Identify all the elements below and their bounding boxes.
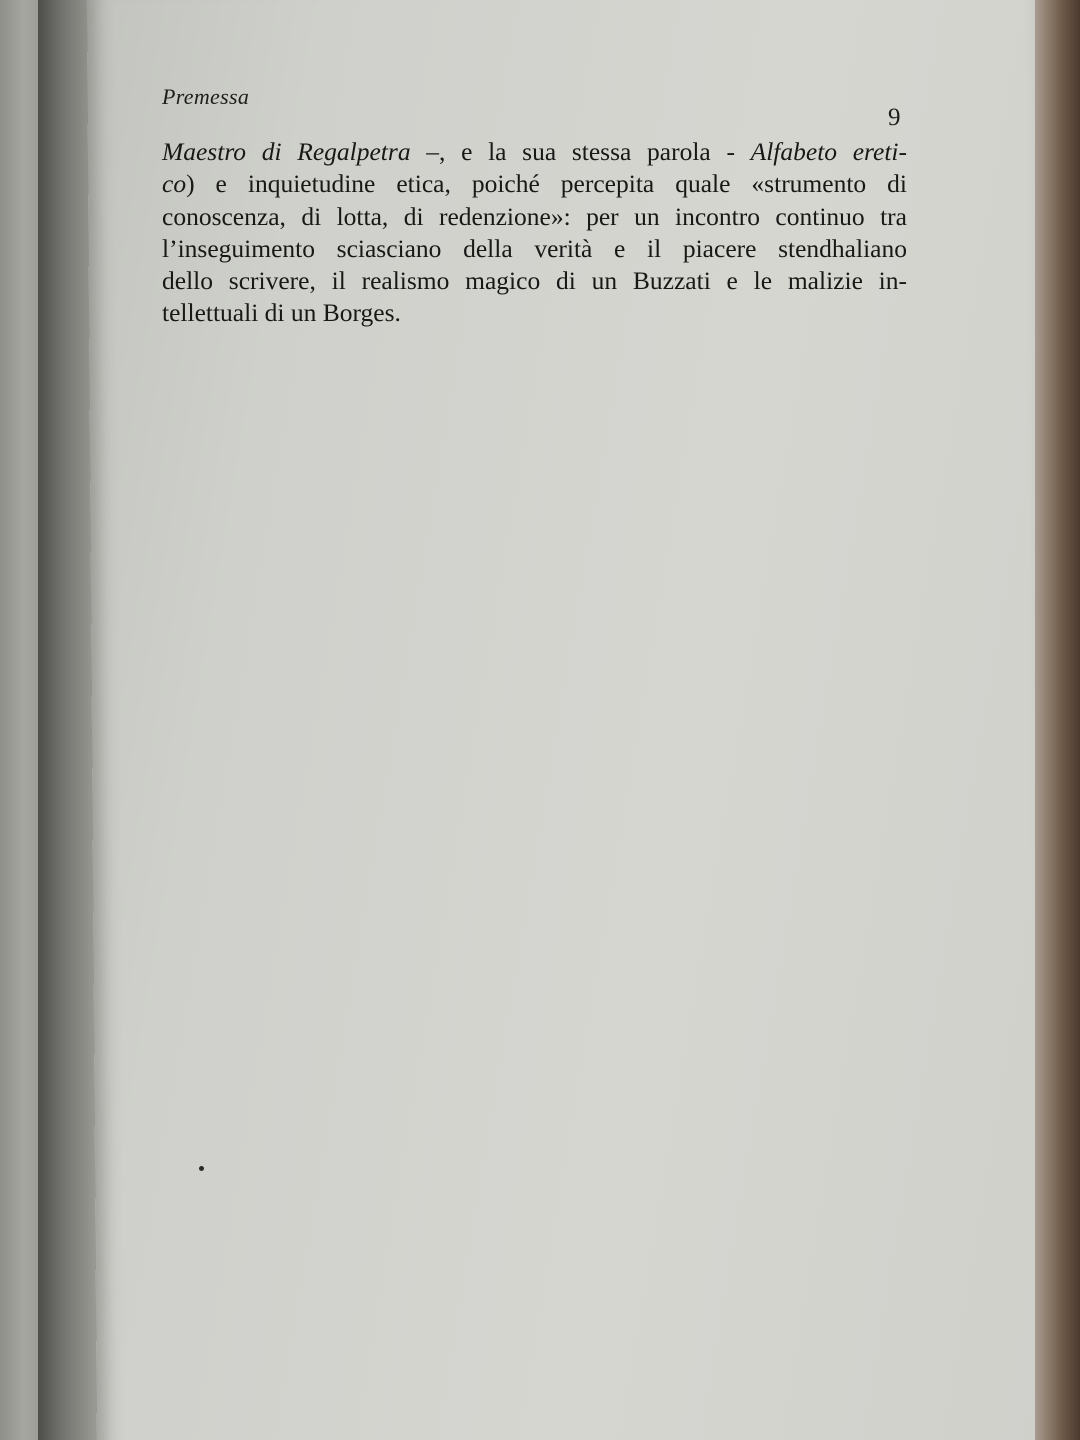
ink-speck	[199, 1166, 204, 1171]
text-line-2	[162, 168, 907, 200]
page-right-edge	[1035, 0, 1080, 1440]
body-paragraph	[162, 136, 907, 330]
italic-title: Alfabeto ereti-	[750, 137, 907, 166]
running-head: Premessa	[162, 84, 250, 109]
left-page-edge	[0, 0, 40, 1440]
italic-title: Maestro di Regalpetra	[162, 137, 411, 166]
text-line-4: l’inseguimento sciasciano della verità e il piacere stendhaliano	[162, 233, 907, 263]
page-number: 9	[888, 104, 901, 131]
italic-title: co	[162, 169, 187, 199]
text-run: –, e la sua stessa parola -	[410, 137, 751, 166]
text-run: ) e inquietudine etica, poiché percepita quale «strumento di	[186, 169, 907, 199]
text-line-6: tellettuali di un Borges.	[162, 298, 401, 328]
text-line-1	[162, 136, 907, 168]
text-line-3: conoscenza, di lotta, di redenzione»: per un incontro continuo tra	[162, 201, 907, 231]
text-line-5: dello scrivere, il realismo magico di un Buzzati e le malizie in-	[162, 266, 907, 296]
